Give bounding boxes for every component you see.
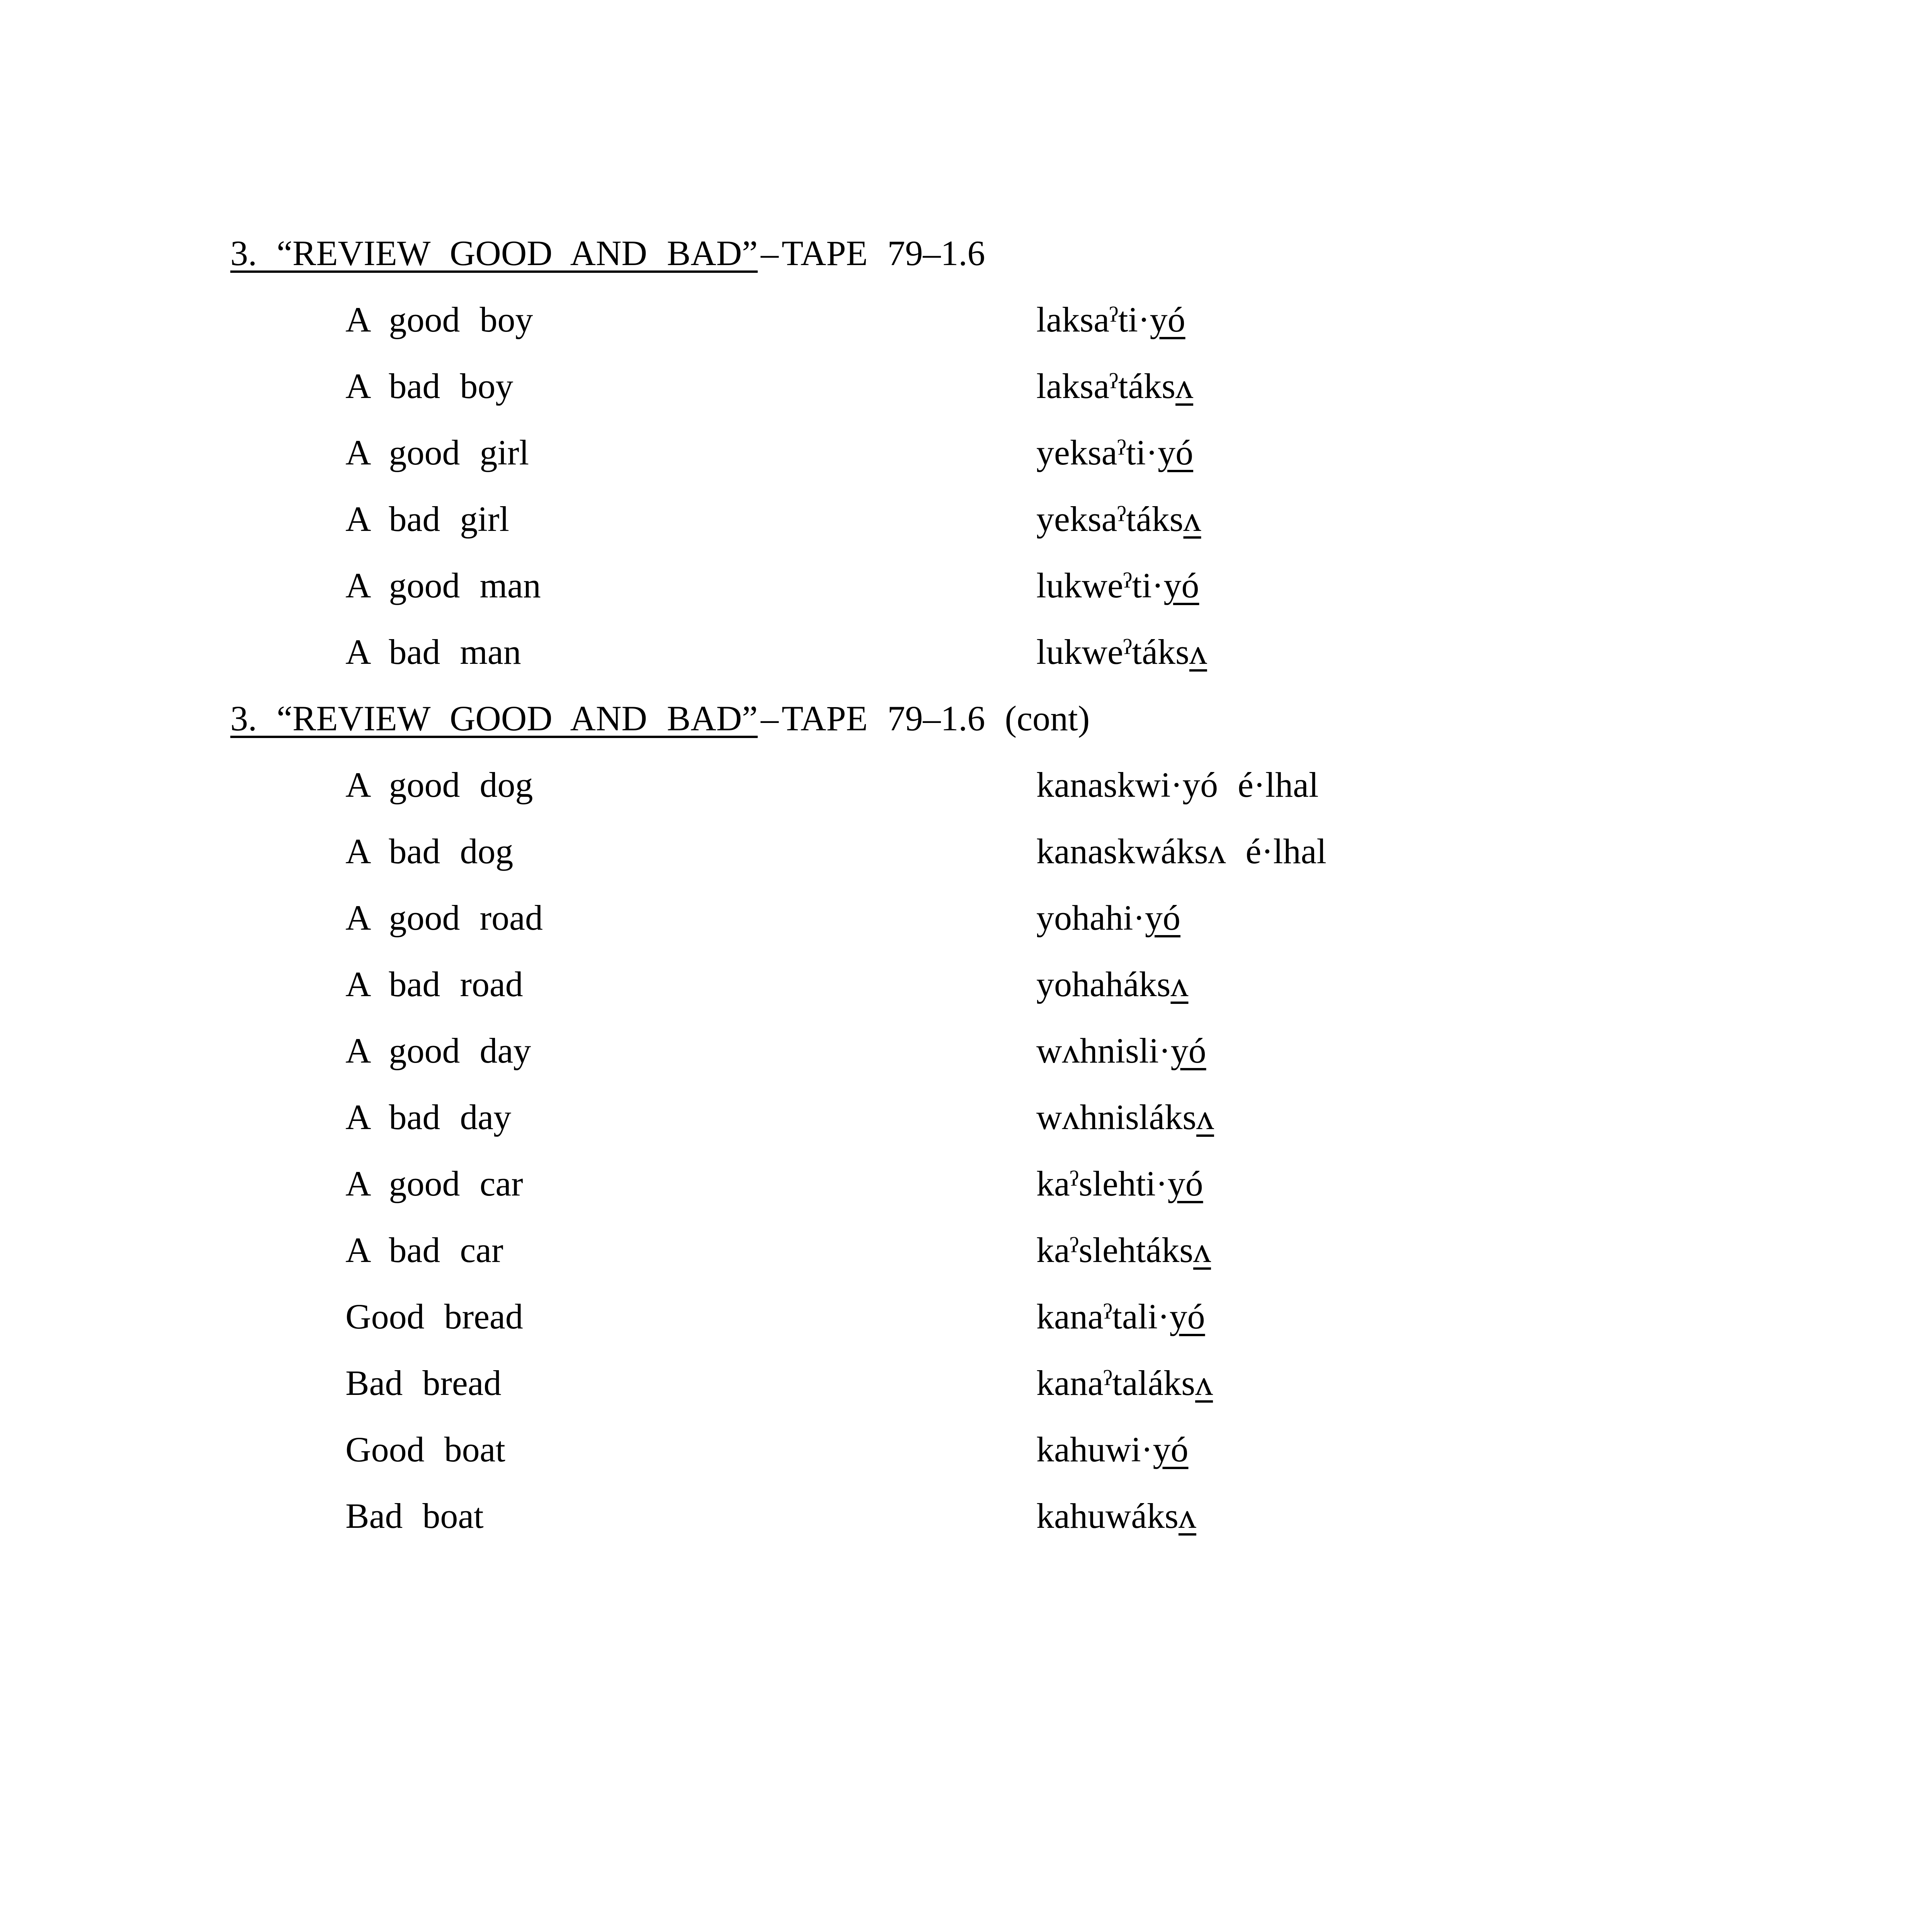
english-phrase: A good car [345,1164,523,1203]
heading-dash: – [760,699,779,738]
english-phrase: A good day [345,1031,531,1070]
translation [1036,1428,1188,1471]
translation-stem: laksaˀti· [1036,300,1150,339]
translation-stem: yeksaˀtáks [1036,499,1184,539]
translation-suffix: ʌ [1193,1230,1211,1270]
translation-suffix: yó [1150,300,1185,339]
translation-stem: laksaˀtáks [1036,366,1176,406]
translation-suffix: yó [1167,1164,1203,1203]
translation-stem: lukweˀti· [1036,566,1164,605]
translation-suffix: yó [1158,433,1194,472]
english-phrase: Good bread [345,1297,523,1336]
translation [1036,1229,1211,1271]
translation-stem: yohahi· [1036,898,1145,937]
translation-suffix: ʌ [1183,499,1201,539]
translation [1036,764,1319,806]
translation [1036,896,1180,939]
translation-suffix: ʌ [1195,1363,1213,1403]
english-phrase: A good man [345,566,541,605]
section-heading [230,697,1090,740]
translation-suffix: ʌ [1178,1496,1196,1536]
translation [1036,498,1201,540]
english-phrase: Bad boat [345,1496,484,1536]
english-phrase: A good road [345,898,543,937]
translation-stem: kanaˀtaláks [1036,1363,1196,1403]
translation-stem: kanaskwi·yó é·lhal [1036,765,1319,804]
translation [1036,830,1327,872]
tape-reference: TAPE 79–1.6 (cont) [781,699,1090,738]
translation [1036,298,1185,341]
english-phrase: A bad girl [345,499,509,539]
translation-stem: kahuwáks [1036,1496,1179,1536]
translation [1036,1162,1203,1205]
translation-stem: kanaskwáksʌ é·lhal [1036,832,1327,871]
translation-stem: kanaˀtali· [1036,1297,1170,1336]
english-phrase: A bad day [345,1097,512,1137]
translation-stem: kaˀslehti· [1036,1164,1168,1203]
translation-stem: kahuwi· [1036,1430,1153,1469]
translation-suffix: yó [1145,898,1181,937]
section-heading [230,232,985,274]
translation-stem: yohaháks [1036,964,1171,1004]
translation [1036,564,1199,607]
english-phrase: A bad dog [345,832,514,871]
translation-stem: wʌhnisli· [1036,1031,1171,1070]
translation [1036,1495,1196,1537]
section-title: 3. “REVIEW GOOD AND BAD” [230,233,758,273]
translation-suffix: yó [1169,1297,1205,1336]
translation-suffix: yó [1153,1430,1189,1469]
english-phrase: A bad road [345,964,523,1004]
translation [1036,1096,1214,1138]
translation-suffix: ʌ [1189,632,1207,672]
heading-dash: – [760,233,779,273]
translation-suffix: ʌ [1175,366,1194,406]
english-phrase: A bad car [345,1230,503,1270]
translation [1036,963,1188,1005]
translation [1036,1362,1213,1404]
english-phrase: A good dog [345,765,533,804]
translation-suffix: ʌ [1196,1097,1214,1137]
english-phrase: Good boat [345,1430,505,1469]
translation [1036,431,1193,474]
section-title: 3. “REVIEW GOOD AND BAD” [230,699,758,738]
translation-stem: yeksaˀti· [1036,433,1158,472]
translation-suffix: yó [1170,1031,1206,1070]
translation [1036,1295,1205,1338]
translation-stem: wʌhnisláks [1036,1097,1196,1137]
translation-suffix: ʌ [1170,964,1189,1004]
tape-reference: TAPE 79–1.6 [781,233,985,273]
translation-stem: kaˀslehtáks [1036,1230,1194,1270]
translation [1036,631,1207,673]
translation-stem: lukweˀtáks [1036,632,1189,672]
translation [1036,365,1193,407]
translation-suffix: yó [1163,566,1199,605]
translation [1036,1029,1206,1072]
english-phrase: Bad bread [345,1363,502,1403]
english-phrase: A good boy [345,300,533,339]
english-phrase: A bad boy [345,366,514,406]
english-phrase: A bad man [345,632,521,672]
english-phrase: A good girl [345,433,529,472]
